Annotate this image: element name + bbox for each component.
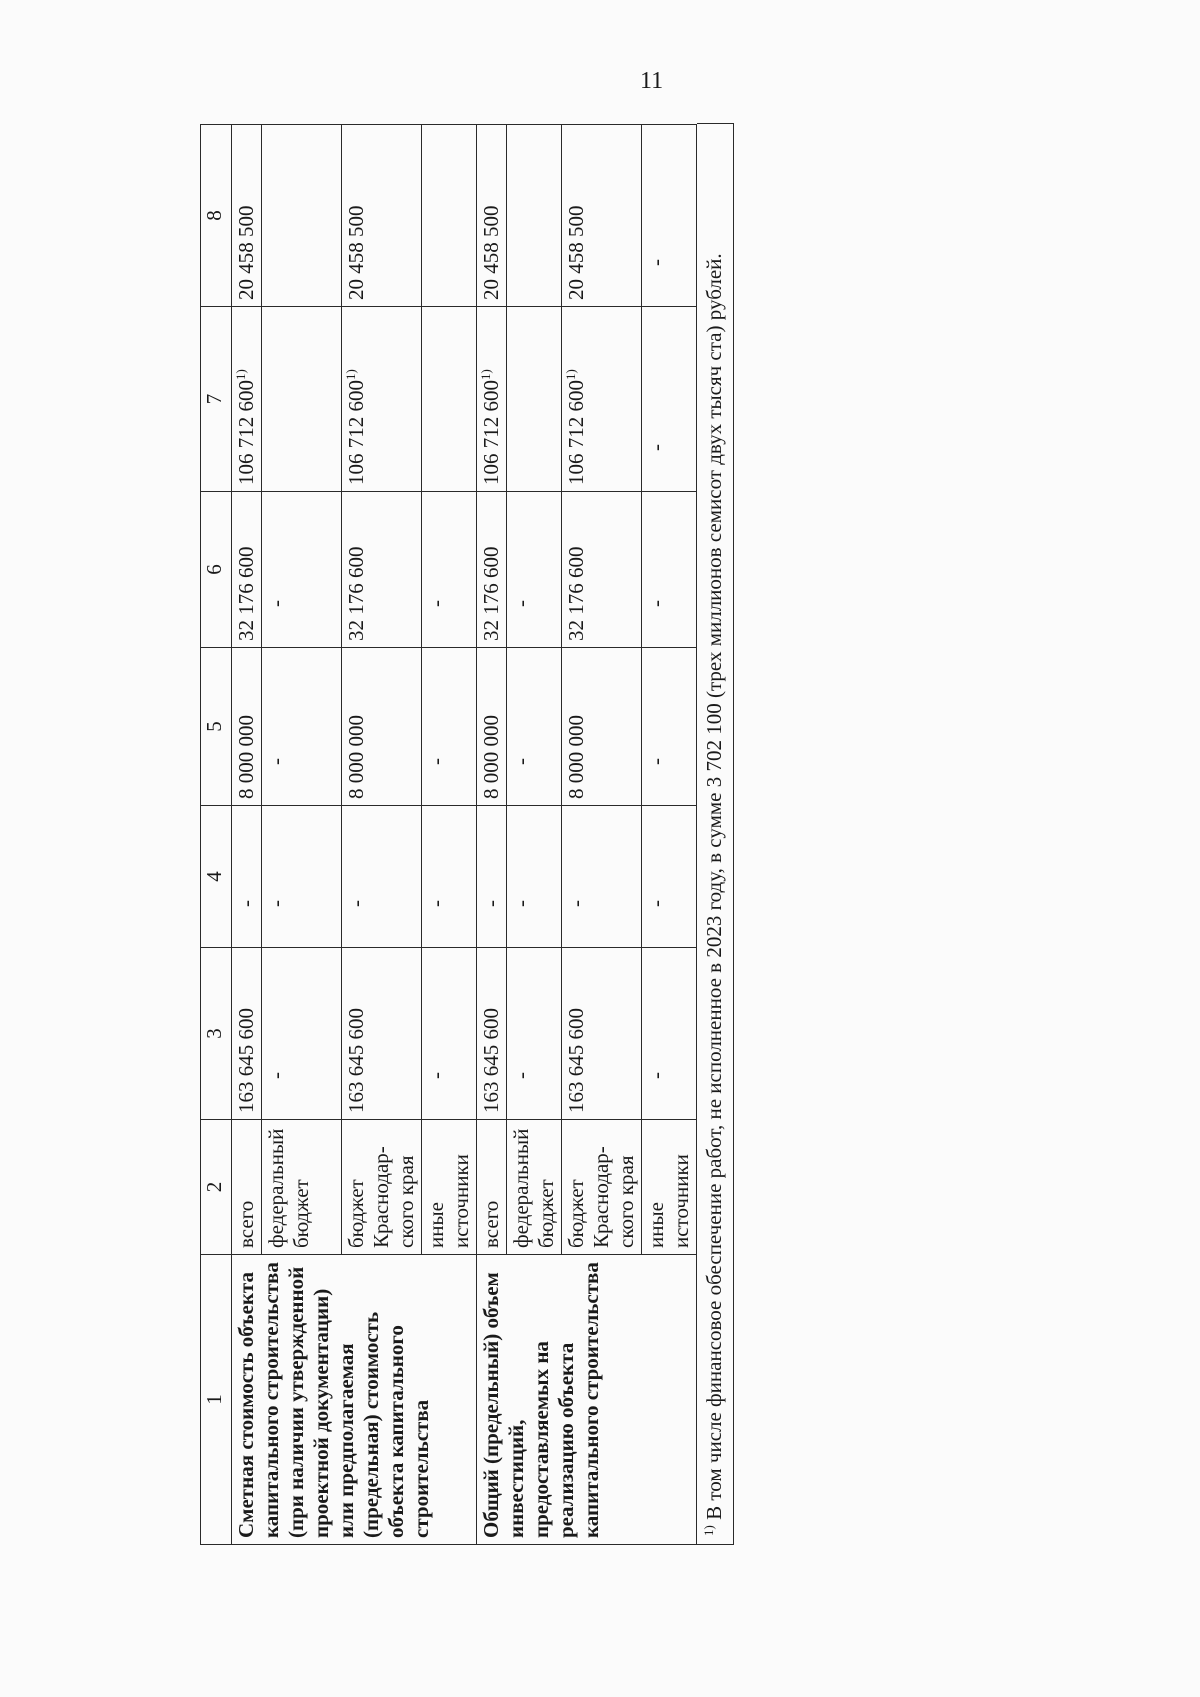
column-header: 5 [201, 648, 232, 806]
footnote [697, 123, 734, 1545]
value-cell: 163 645 600 [562, 948, 642, 1120]
value-cell: 8 000 000 [477, 648, 507, 806]
value-cell: - [642, 806, 697, 948]
value-cell: - [262, 648, 342, 806]
value-cell: 20 458 500 [232, 125, 262, 307]
table-row [232, 125, 262, 1545]
footnote-ref: 1) [233, 369, 248, 380]
value-cell: 32 176 600 [477, 492, 507, 648]
value-cell [232, 307, 262, 492]
value-cell: - [642, 492, 697, 648]
value-cell: 163 645 600 [477, 948, 507, 1120]
value-cell: 20 458 500 [342, 125, 422, 307]
value-cell: 8 000 000 [562, 648, 642, 806]
source-cell: федеральный бюджет [262, 1120, 342, 1255]
value-cell: - [262, 806, 342, 948]
value-cell: - [422, 648, 477, 806]
value-cell: 8 000 000 [342, 648, 422, 806]
footnote-ref: 1) [478, 369, 493, 380]
value-cell: - [642, 307, 697, 492]
value-cell: - [422, 806, 477, 948]
value-text: 106 712 600 [564, 380, 588, 485]
value-cell: - [422, 492, 477, 648]
value-cell: 32 176 600 [232, 492, 262, 648]
column-header: 8 [201, 125, 232, 307]
block1-label: Сметная стоимость объекта капитального строительства (при наличии утвержденной проектной документации) или предполагаемая (предельная) стоимость объекта капитального строительства [232, 1255, 477, 1545]
value-cell: - [422, 948, 477, 1120]
table-header-row [201, 125, 232, 1545]
value-cell: - [642, 125, 697, 307]
value-cell [262, 125, 342, 307]
column-header: 2 [201, 1120, 232, 1255]
value-cell: - [507, 648, 562, 806]
table-row [477, 125, 507, 1545]
source-cell: федеральный бюджет [507, 1120, 562, 1255]
source-cell: бюджет Краснодар-ского края [342, 1120, 422, 1255]
value-cell [477, 307, 507, 492]
value-cell: - [507, 492, 562, 648]
value-cell: - [262, 492, 342, 648]
source-cell: иные источники [642, 1120, 697, 1255]
column-header: 1 [201, 1255, 232, 1545]
column-header: 6 [201, 492, 232, 648]
footnote-text: В том числе финансовое обеспечение работ, не исполненное в 2023 году, в сумме 3 702 100 (трех миллионов семисот двух тысяч ста) рублей. [702, 253, 726, 1526]
value-cell: 20 458 500 [477, 125, 507, 307]
footnote-ref: 1) [563, 369, 578, 380]
block2-label: Общий (предельный) объем инвестиций, предоставляемых на реализацию объекта капитального строительства [477, 1255, 697, 1545]
value-text: 106 712 600 [234, 380, 258, 485]
source-cell: иные источники [422, 1120, 477, 1255]
financing-table [200, 124, 697, 1545]
source-cell: всего [232, 1120, 262, 1255]
value-cell: 20 458 500 [562, 125, 642, 307]
value-cell [562, 307, 642, 492]
value-cell: - [507, 806, 562, 948]
value-cell: 8 000 000 [232, 648, 262, 806]
value-cell [262, 307, 342, 492]
value-cell: - [562, 806, 642, 948]
footnote-marker: 1) [701, 1525, 716, 1536]
value-cell: 163 645 600 [232, 948, 262, 1120]
value-cell: 32 176 600 [342, 492, 422, 648]
value-cell: - [477, 806, 507, 948]
value-cell: - [342, 806, 422, 948]
footnote-ref: 1) [343, 369, 358, 380]
value-text: 106 712 600 [479, 380, 503, 485]
source-cell: всего [477, 1120, 507, 1255]
value-cell: - [232, 806, 262, 948]
source-cell: бюджет Краснодар-ского края [562, 1120, 642, 1255]
value-cell [507, 125, 562, 307]
column-header: 3 [201, 948, 232, 1120]
value-cell: 163 645 600 [342, 948, 422, 1120]
value-cell: 32 176 600 [562, 492, 642, 648]
column-header: 4 [201, 806, 232, 948]
value-cell [342, 307, 422, 492]
value-cell: - [642, 648, 697, 806]
rotated-content [200, 125, 900, 1545]
value-cell [422, 125, 477, 307]
page-number: 11 [640, 68, 664, 94]
value-cell: - [642, 948, 697, 1120]
value-cell: - [262, 948, 342, 1120]
value-cell [507, 307, 562, 492]
value-text: 106 712 600 [344, 380, 368, 485]
column-header: 7 [201, 307, 232, 492]
value-cell [422, 307, 477, 492]
value-cell: - [507, 948, 562, 1120]
